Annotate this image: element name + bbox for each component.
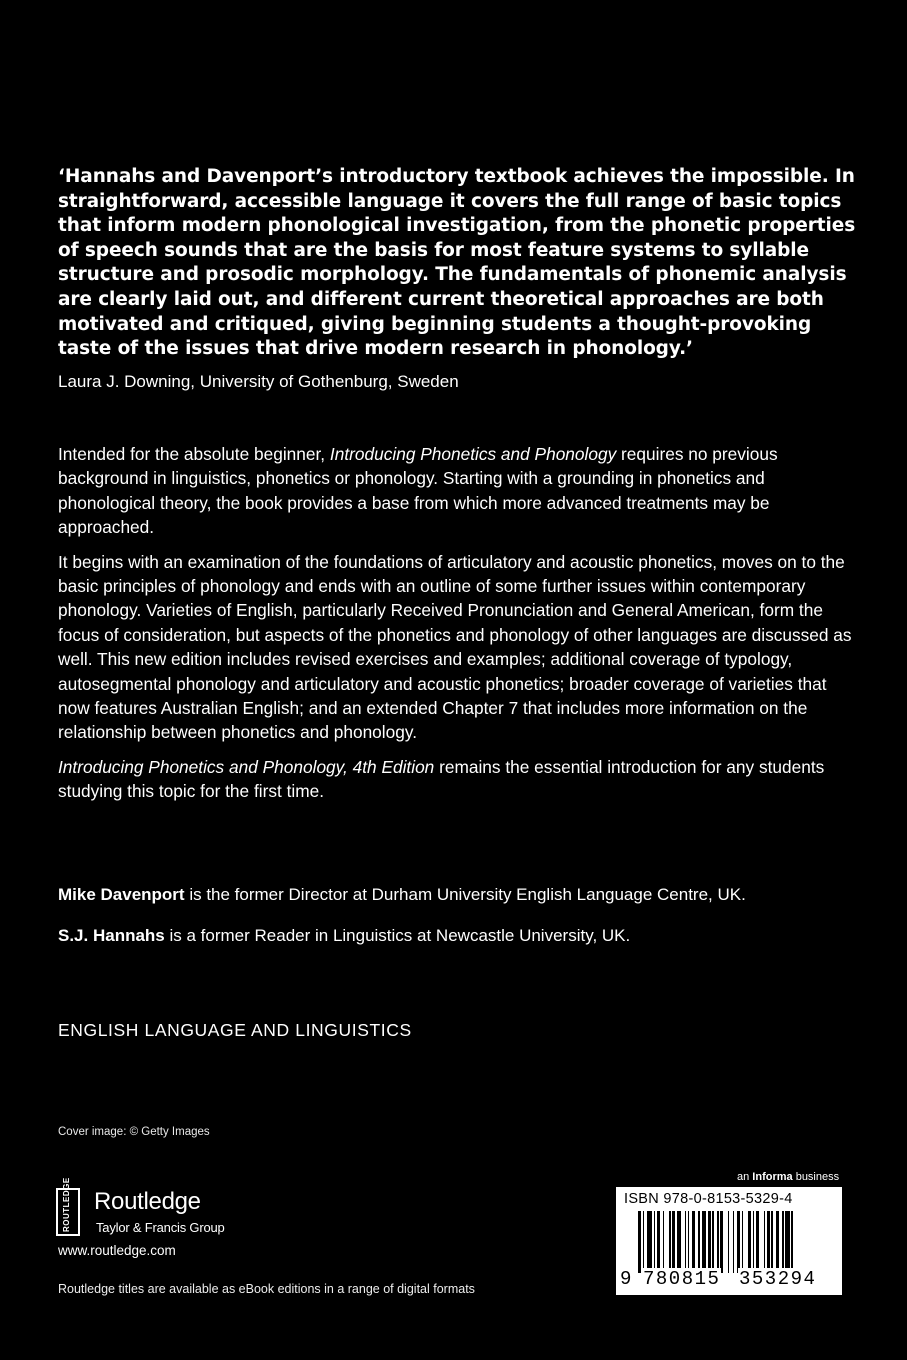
routledge-logo-mark-icon: ROUTLEDGE — [56, 1188, 80, 1236]
description-paragraph-1: Intended for the absolute beginner, Introducing Phonetics and Phonology requires no previous background in linguistics, phonetics or phonology. Starting with a grounding in phonetics and phonological theory, the book provides a base from which more advanced treatments may be approached. — [58, 444, 778, 538]
barcode-bar — [654, 1211, 656, 1273]
barcode-bar — [688, 1211, 690, 1273]
routledge-logo — [56, 1177, 256, 1238]
description-paragraph-2: It begins with an examination of the foundations of articulatory and acoustic phonetics, moves on to the basic principles of phonology and ends with an outline of some further issues within contemporary phonology. Varieties of English, particularly Received Pronunciation and General American, form the focus of consideration, but aspects of the phonetics and phonology of other languages are discussed as well. This new edition includes revised exercises and examples; additional coverage of typology, autosegmental phonology and articulatory and acoustic phonetics; broader coverage of varieties that now features Australian English; and an extended Chapter 7 that includes more information on the relationship between phonetics and phonology. — [58, 551, 852, 743]
book-description — [58, 442, 858, 814]
barcode-bar — [753, 1211, 755, 1273]
barcode-bar — [647, 1211, 652, 1273]
description-paragraph-3: Introducing Phonetics and Phonology, 4th Edition remains the essential introduction for any students studying this topic for the first time. — [58, 756, 825, 802]
barcode-digits-left: 780815 — [643, 1268, 721, 1290]
barcode-digit-first: 9 — [620, 1268, 632, 1290]
barcode-bar — [638, 1211, 641, 1273]
barcode-bar — [748, 1211, 751, 1273]
barcode-bar — [771, 1211, 773, 1273]
barcode-bar — [733, 1211, 735, 1273]
cover-image-credit: Cover image: © Getty Images — [58, 1126, 210, 1138]
barcode-bar — [692, 1211, 695, 1273]
publisher-group: Taylor & Francis Group — [96, 1220, 225, 1235]
publisher-website: www.routledge.com — [58, 1243, 176, 1258]
barcode-bar — [720, 1211, 723, 1273]
barcode-bar — [698, 1211, 700, 1273]
barcode-bar — [657, 1211, 660, 1273]
barcode-bar — [742, 1211, 744, 1273]
barcode-bars — [638, 1211, 834, 1273]
author-name: Mike Davenport — [58, 885, 185, 904]
barcode-bar — [717, 1211, 719, 1273]
author-bio-hannahs: S.J. Hannahs is a former Reader in Linguistics at Newcastle University, UK. — [58, 926, 631, 945]
endorsement-quote: ‘Hannahs and Davenport’s introductory textbook achieves the impossible. In straightforward, accessible language it covers the full range of basic topics that inform modern phonological investigation, from the phonetic properties of speech sounds that are the basis for most feature systems to syllable structure and prosodic morphology. The fundamentals of phonemic analysis are clearly laid out, and different current theoretical approaches are both motivated and critiqued, giving beginning students a thought-provoking taste of the issues that drive modern research in phonology.’ — [58, 166, 856, 360]
barcode-bar — [708, 1211, 711, 1273]
barcode-digits-right: 353294 — [739, 1268, 817, 1290]
book-title-italic: Introducing Phonetics and Phonology — [329, 444, 617, 464]
barcode-bar — [677, 1211, 682, 1273]
isbn-barcode — [616, 1187, 842, 1295]
barcode-bar — [712, 1211, 714, 1273]
quote-attribution: Laura J. Downing, University of Gothenburg, Sweden — [58, 372, 459, 391]
barcode-bar — [643, 1211, 645, 1273]
author-name: S.J. Hannahs — [58, 926, 165, 945]
barcode-bar — [663, 1211, 665, 1273]
barcode-digits — [620, 1268, 838, 1290]
book-title-edition-italic: Introducing Phonetics and Phonology, 4th Edition — [58, 756, 435, 777]
barcode-bar — [728, 1211, 730, 1273]
isbn-number: ISBN 978-0-8153-5329-4 — [624, 1191, 793, 1207]
barcode-bar — [669, 1211, 671, 1273]
barcode-bar — [702, 1211, 707, 1273]
barcode-bar — [737, 1211, 740, 1273]
barcode-bar — [756, 1211, 759, 1273]
informa-business-label: an Informa business — [737, 1171, 840, 1183]
barcode-bar — [782, 1211, 784, 1273]
publisher-name: Routledge — [94, 1188, 201, 1215]
barcode-bar — [672, 1211, 675, 1273]
barcode-bar — [791, 1211, 793, 1273]
barcode-bar — [685, 1211, 687, 1273]
barcode-bar — [776, 1211, 779, 1273]
ebook-availability-note: Routledge titles are available as eBook editions in a range of digital formats — [58, 1282, 475, 1296]
barcode-bar — [767, 1211, 770, 1273]
author-bio-davenport: Mike Davenport is the former Director at Durham University English Language Centre, UK. — [58, 885, 746, 904]
subject-category: ENGLISH LANGUAGE AND LINGUISTICS — [58, 1020, 412, 1040]
barcode-bar — [785, 1211, 790, 1273]
barcode-bar — [764, 1211, 766, 1273]
